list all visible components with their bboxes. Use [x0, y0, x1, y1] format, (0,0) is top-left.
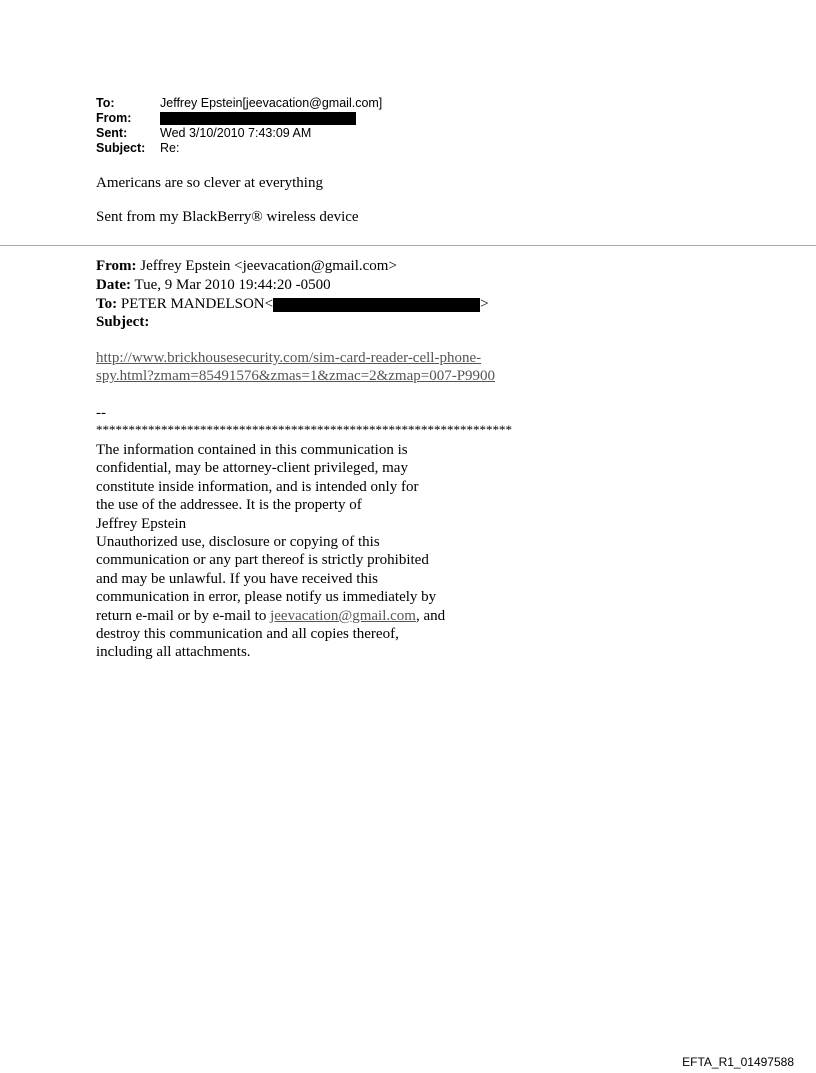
- disclaimer-line: the use of the addressee. It is the property of: [96, 497, 362, 514]
- subject-value: Re:: [160, 141, 180, 155]
- from-redaction: [160, 112, 356, 125]
- disclaimer: [96, 441, 445, 662]
- product-link-line1[interactable]: http://www.brickhousesecurity.com/sim-card-reader-cell-phone-: [96, 350, 482, 366]
- disclaimer-email-post: , and: [415, 607, 446, 624]
- document-id: EFTA_R1_01497588: [682, 1055, 794, 1069]
- quoted-from: [96, 257, 397, 275]
- subject-label: Subject:: [96, 141, 146, 155]
- from-label: From:: [96, 111, 132, 125]
- to-label: To:: [96, 96, 115, 110]
- signature-stars: ****************************************************************: [96, 422, 512, 437]
- disclaimer-line: destroy this communication and all copies thereof,: [96, 626, 399, 643]
- disclaimer-line: communication or any part thereof is strictly prohibited: [96, 552, 429, 569]
- sent-label: Sent:: [96, 126, 128, 140]
- email-header: [96, 97, 516, 159]
- disclaimer-email-line: [96, 607, 445, 625]
- sent-value: Wed 3/10/2010 7:43:09 AM: [160, 126, 312, 140]
- quoted-from-value: Jeffrey Epstein <jeevacation@gmail.com>: [136, 258, 397, 274]
- quoted-to-label: To:: [96, 296, 118, 312]
- disclaimer-line: The information contained in this communication is: [96, 442, 408, 458]
- quoted-to-redaction: [273, 298, 480, 312]
- disclaimer-line: and may be unlawful. If you have received this: [96, 570, 378, 587]
- disclaimer-line: Unauthorized use, disclosure or copying of this: [96, 534, 380, 551]
- disclaimer-email-link[interactable]: jeevacation@gmail.com: [270, 607, 416, 624]
- reply-signature: Sent from my BlackBerry® wireless device: [96, 209, 359, 225]
- disclaimer-email-pre: return e-mail or by e-mail to: [96, 607, 271, 624]
- quoted-to-value: PETER MANDELSON<: [117, 296, 274, 312]
- signature-dashes: --: [96, 405, 106, 421]
- disclaimer-line: including all attachments.: [96, 644, 251, 661]
- disclaimer-line: Jeffrey Epstein: [96, 515, 187, 532]
- disclaimer-line: confidential, may be attorney-client privileged, may: [96, 460, 408, 477]
- to-value: Jeffrey Epstein[jeevacation@gmail.com]: [160, 96, 383, 110]
- quoted-from-label: From:: [96, 258, 137, 274]
- product-link-line2[interactable]: spy.html?zmam=85491576&zmas=1&zmac=2&zmap=007-P9900: [96, 368, 496, 385]
- quoted-to: [96, 295, 489, 313]
- quoted-link[interactable]: [96, 349, 495, 386]
- quoted-date: [96, 276, 331, 294]
- quoted-to-close: >: [480, 296, 489, 312]
- reply-body: Americans are so clever at everything: [96, 175, 323, 191]
- quoted-date-value: Tue, 9 Mar 2010 19:44:20 -0500: [130, 277, 331, 293]
- quote-divider: [0, 245, 816, 246]
- disclaimer-line: constitute inside information, and is intended only for: [96, 478, 419, 495]
- disclaimer-line: communication in error, please notify us immediately by: [96, 589, 437, 606]
- quoted-date-label: Date:: [96, 277, 131, 293]
- quoted-subject-label: Subject:: [96, 314, 150, 330]
